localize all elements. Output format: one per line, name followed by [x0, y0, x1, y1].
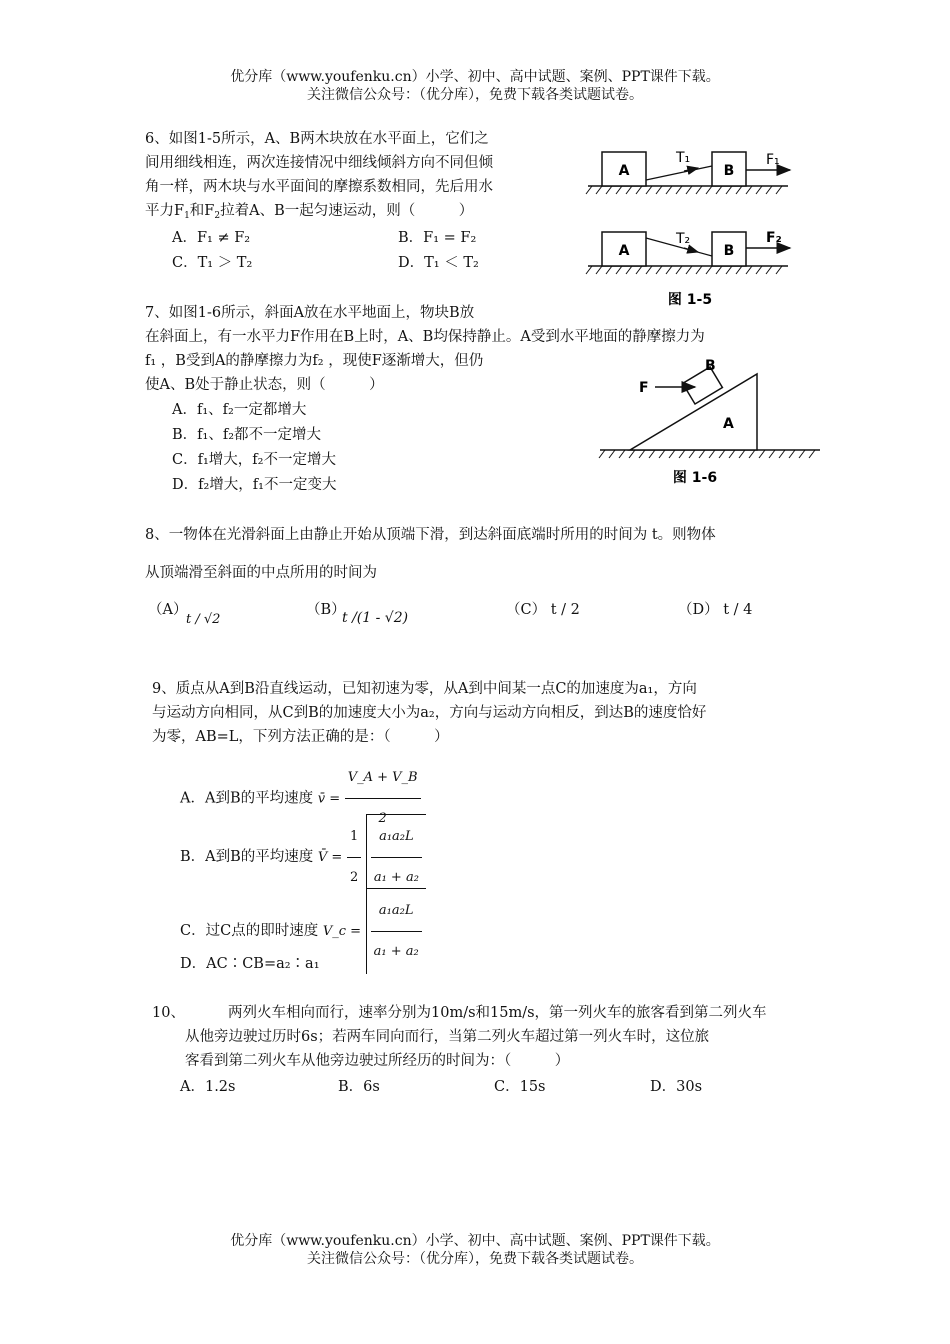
block-b-label: B	[705, 358, 716, 374]
q10-option-a: A．1.2s	[180, 1079, 236, 1095]
block-a-1-label: A	[618, 163, 630, 179]
force-f-label: F	[639, 380, 649, 396]
q7-line-3: f₁ ，B受到A的静摩擦力为f₂ ，现使F逐渐增大，但仍	[145, 353, 484, 369]
q8-option-b-expr: t /(1 - √2)	[342, 610, 409, 626]
q9-line-2: 与运动方向相同，从C到B的加速度大小为a₂，方向与运动方向相反，到达B的速度恰好	[152, 705, 707, 721]
q6-option-d: D．T₁ ＜ T₂	[398, 255, 479, 271]
q9-option-a-den: 2	[378, 811, 387, 826]
q8-line-1: 8、一物体在光滑斜面上由静止开始从顶端下滑，到达斜面底端时所用的时间为 t。则物体	[145, 527, 716, 543]
q6-option-c: C．T₁ ＞ T₂	[172, 255, 253, 271]
q9-option-b-num: a₁a₂L	[371, 817, 422, 858]
q10-line-1: 两列火车相向而行，速率分别为10m/s和15m/s，第一列火车的旅客看到第二列火车	[228, 1005, 767, 1021]
q10-option-d: D．30s	[650, 1079, 703, 1095]
q6-option-b: B．F₁ = F₂	[398, 230, 477, 246]
q9-option-b-coef	[347, 817, 361, 898]
q6-line-4b: 和F	[189, 203, 215, 219]
q6-line-4c: 拉着A、B一起匀速运动，则（ ）	[220, 203, 474, 219]
q9-option-b-den: a₁ + a₂	[373, 870, 419, 885]
q9-option-b-fraction	[371, 817, 422, 898]
q9-option-a-lhs: v̄ =	[317, 791, 341, 807]
q9-line-3: 为零，AB=L，下列方法正确的是：（ ）	[152, 729, 449, 745]
q6-line-2: 间用细线相连，两次连接情况中细线倾斜方向不同但倾	[145, 155, 493, 171]
q9-option-c-fraction	[371, 891, 422, 972]
q9-option-a-text: A．A到B的平均速度	[180, 790, 314, 807]
q9-option-a-num: V_A + V_B	[345, 758, 421, 799]
block-a-2-label: A	[618, 243, 630, 259]
tension-arrow-2	[684, 248, 698, 252]
q8-option-d: （D） t / 4	[678, 602, 753, 618]
tension-label-2: T₂	[676, 231, 691, 247]
q8-option-c: （C） t / 2	[506, 602, 580, 618]
q10-option-b: B．6s	[338, 1079, 380, 1095]
q7-line-2: 在斜面上，有一水平力F作用在B上时，A、B均保持静止。A受到水平地面的静摩擦力为	[145, 329, 705, 345]
q7-line-1: 7、如图1-6所示，斜面A放在水平地面上，物块B放	[145, 305, 475, 321]
q9-option-d: D．AC∶CB=a₂∶a₁	[180, 956, 320, 972]
tension-label-1: T₁	[676, 150, 691, 166]
figure-1-5	[580, 140, 800, 320]
q6-line-4: 平力$F_1$和$F_2$拉着A、B一起匀速运动，则（ ）	[145, 203, 474, 221]
q9-option-b-text: B．A到B的平均速度	[180, 849, 314, 865]
q10-line-2: 从他旁边驶过历时6s；若两车同向而行，当第二列火车超过第一列火车时，这位旅	[185, 1029, 710, 1045]
q9-option-c-num: a₁a₂L	[371, 891, 422, 932]
q10-line-3: 客看到第二列火车从他旁边驶过所经历的时间为：（ ）	[185, 1053, 570, 1069]
q6-line-1: 6、如图1-5所示，A、B两木块放在水平面上，它们之	[145, 131, 489, 147]
q8-option-a-label: （A）	[148, 602, 188, 618]
q9-option-c-lhs: V_c =	[322, 924, 362, 939]
q10-number: 10、	[152, 1005, 185, 1021]
ground-hatch-1	[586, 186, 782, 194]
q7-option-a: A．f₁、f₂一定都增大	[172, 402, 307, 418]
block-a-label: A	[723, 416, 734, 432]
force-label-1: F₁	[766, 152, 780, 168]
q8-option-b-label: （B）	[306, 602, 346, 618]
q8-line-2: 从顶端滑至斜面的中点所用的时间为	[145, 565, 377, 581]
q7-option-b: B．f₁、f₂都不一定增大	[172, 427, 322, 443]
block-b-2-label: B	[723, 243, 735, 259]
q9-line-1: 9、质点从A到B沿直线运动，已知初速为零，从A到中间某一点C的加速度为a₁，方向	[152, 681, 697, 697]
q9-option-c-den: a₁ + a₂	[373, 944, 419, 959]
header-line-1: 优分库（www.youfenku.cn）小学、初中、高中试题、案例、PPT课件下载。	[230, 69, 720, 85]
ground-hatch-2	[586, 266, 782, 274]
q6-line-4a: 平力F	[145, 203, 185, 219]
q9-option-b-coef-den: 2	[349, 869, 359, 885]
ground-hatch	[599, 450, 815, 458]
figure-1-6-caption: 图 1-6	[672, 470, 718, 486]
figure-1-5-caption: 图 1-5	[667, 292, 713, 308]
q6-line-3: 角一样，两木块与水平面间的摩擦系数相同，先后用水	[145, 179, 493, 195]
force-label-2: F₂	[766, 230, 782, 246]
q7-option-c: C．f₁增大，f₂不一定增大	[172, 452, 336, 468]
q10-option-c: C．15s	[494, 1079, 546, 1095]
footer-line-2: 关注微信公众号：（优分库），免费下载各类试题试卷。	[307, 1251, 643, 1267]
string-1	[646, 166, 712, 180]
q7-option-d: D．f₂增大，f₁不一定变大	[172, 477, 337, 493]
figure-1-6	[595, 350, 825, 495]
footer-line-1: 优分库（www.youfenku.cn）小学、初中、高中试题、案例、PPT课件下载。	[230, 1233, 720, 1249]
q9-option-b-lhs: V̄ =	[317, 850, 343, 865]
q8-option-a-expr: t / √2	[186, 612, 221, 627]
q7-line-4: 使A、B处于静止状态，则（ ）	[145, 377, 384, 393]
q9-option-b-coef-num: 1	[347, 817, 361, 858]
block-b-1-label: B	[723, 163, 735, 179]
q6-option-a: A．F₁ ≠ F₂	[172, 230, 251, 246]
q9-option-c-sqrt	[366, 888, 426, 974]
header-line-2: 关注微信公众号：（优分库），免费下载各类试题试卷。	[307, 87, 643, 103]
q9-option-c-text: C．过C点的即时速度	[180, 923, 319, 939]
